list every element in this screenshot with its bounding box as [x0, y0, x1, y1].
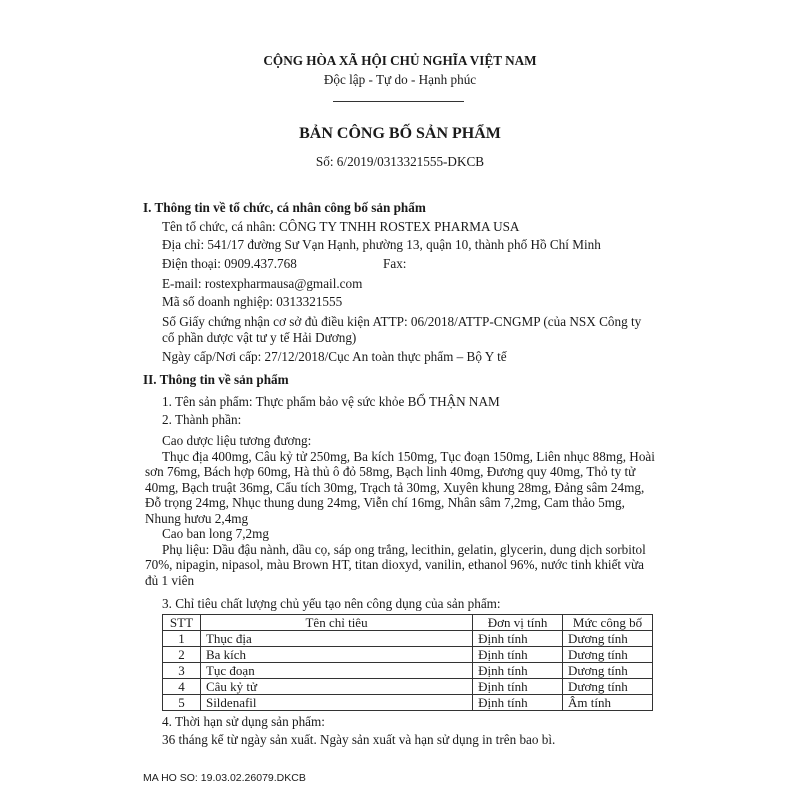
header-level: Mức công bố	[563, 615, 653, 631]
header-name: Tên chỉ tiêu	[200, 615, 472, 631]
country-name: CỘNG HÒA XÃ HỘI CHỦ NGHĨA VIỆT NAM	[263, 53, 537, 68]
table-row	[163, 647, 653, 663]
document-number: Số: 6/2019/0313321555-DKCB	[315, 154, 485, 169]
cell-level: Dương tính	[563, 647, 653, 663]
section1-heading: I. Thông tin về tổ chức, cá nhân công bố sản phẩm	[143, 200, 426, 215]
cell-stt: 2	[163, 647, 201, 663]
cao-ban-long: Cao ban long 7,2mg	[162, 526, 269, 541]
phone: Điện thoại: 0909.437.768	[162, 256, 297, 271]
cell-unit: Định tính	[473, 647, 563, 663]
cell-level: Dương tính	[563, 631, 653, 647]
certificate-line1: Số Giấy chứng nhận cơ sở đủ điều kiện ATTP: 06/2018/ATTP-CNGMP (của NSX Công ty	[162, 314, 642, 329]
page-title: BẢN CÔNG BỐ SẢN PHẨM	[299, 125, 501, 142]
motto: Độc lập - Tự do - Hạnh phúc	[323, 72, 477, 87]
quality-table	[162, 614, 653, 711]
cell-stt: 5	[163, 695, 201, 711]
shelf-life-label: 4. Thời hạn sử dụng sản phẩm:	[162, 714, 325, 729]
product-name: 1. Tên sản phẩm: Thực phẩm bảo vệ sức khỏe BỔ THẬN NAM	[162, 394, 500, 409]
cell-stt: 1	[163, 631, 201, 647]
address: Địa chỉ: 541/17 đường Sư Vạn Hạnh, phường 13, quận 10, thành phố Hồ Chí Minh	[162, 237, 601, 252]
composition-label: 2. Thành phần:	[162, 412, 242, 427]
divider	[333, 101, 464, 102]
quality-label: 3. Chỉ tiêu chất lượng chủ yếu tạo nên công dụng của sản phẩm:	[162, 596, 501, 611]
section2-heading: II. Thông tin về sản phẩm	[143, 372, 289, 387]
cell-unit: Định tính	[473, 631, 563, 647]
cell-name: Sildenafil	[200, 695, 472, 711]
cell-level: Dương tính	[563, 679, 653, 695]
cell-level: Âm tính	[563, 695, 653, 711]
cell-stt: 4	[163, 679, 201, 695]
tax-code: Mã số doanh nghiệp: 0313321555	[162, 294, 343, 309]
cell-unit: Định tính	[473, 695, 563, 711]
cell-stt: 3	[163, 663, 201, 679]
file-code: MA HO SO: 19.03.02.26079.DKCB	[143, 772, 306, 784]
table-row	[163, 663, 653, 679]
cell-level: Dương tính	[563, 663, 653, 679]
certificate-line2: cổ phần dược vật tư y tế Hải Dương)	[162, 330, 357, 345]
extract-list: Thục địa 400mg, Câu kỷ tử 250mg, Ba kích 150mg, Tục đoạn 150mg, Liên nhục 88mg, Hoài sơn 76mg, Bách hợp 60mg, Hà thủ ô đỏ 58mg, Bạch linh 40mg, Đương quy 40mg, Thỏ ty tử 40mg, Bạch truật 36mg, Cẩu tích 30mg, Trạch tả 30mg, Xuyên khung 28mg, Đảng sâm 24mg, Đỗ trọng 24mg, Nhục thung dung 24mg, Viễn chí 16mg, Nhân sâm 7,2mg, Cam thảo 5mg, Nhung hươu 2,4mg	[145, 448, 655, 526]
composition-block	[145, 433, 657, 588]
table-row	[163, 695, 653, 711]
cell-unit: Định tính	[473, 679, 563, 695]
section2-body	[145, 433, 657, 748]
shelf-life: 36 tháng kể từ ngày sản xuất. Ngày sản xuất và hạn sử dụng in trên bao bì.	[162, 732, 556, 747]
table-row	[163, 631, 653, 647]
extract-label: Cao dược liệu tương đương:	[162, 433, 312, 448]
header-unit: Đơn vị tính	[473, 615, 563, 631]
cell-name: Ba kích	[200, 647, 472, 663]
cell-name: Thục địa	[200, 631, 472, 647]
fax: Fax:	[383, 256, 407, 271]
org-name: Tên tổ chức, cá nhân: CÔNG TY TNHH ROSTEX PHARMA USA	[162, 219, 520, 234]
cell-name: Tục đoạn	[200, 663, 472, 679]
table-row	[163, 679, 653, 695]
header-stt: STT	[163, 615, 201, 631]
cell-unit: Định tính	[473, 663, 563, 679]
email: E-mail: rostexpharmausa@gmail.com	[162, 276, 363, 291]
issued-info: Ngày cấp/Nơi cấp: 27/12/2018/Cục An toàn thực phẩm – Bộ Y tế	[162, 349, 507, 364]
excipients: Phụ liệu: Dầu đậu nành, dầu cọ, sáp ong trắng, lecithin, gelatin, glycerin, dung dịch sorbitol 70%, nipagin, nipasol, màu Brown HT, titan dioxyd, vanilin, ethanol 96%, nước tinh khiết vừa đủ 1 viên	[145, 541, 646, 588]
cell-name: Câu kỷ tử	[200, 679, 472, 695]
table-header-row	[163, 615, 653, 631]
